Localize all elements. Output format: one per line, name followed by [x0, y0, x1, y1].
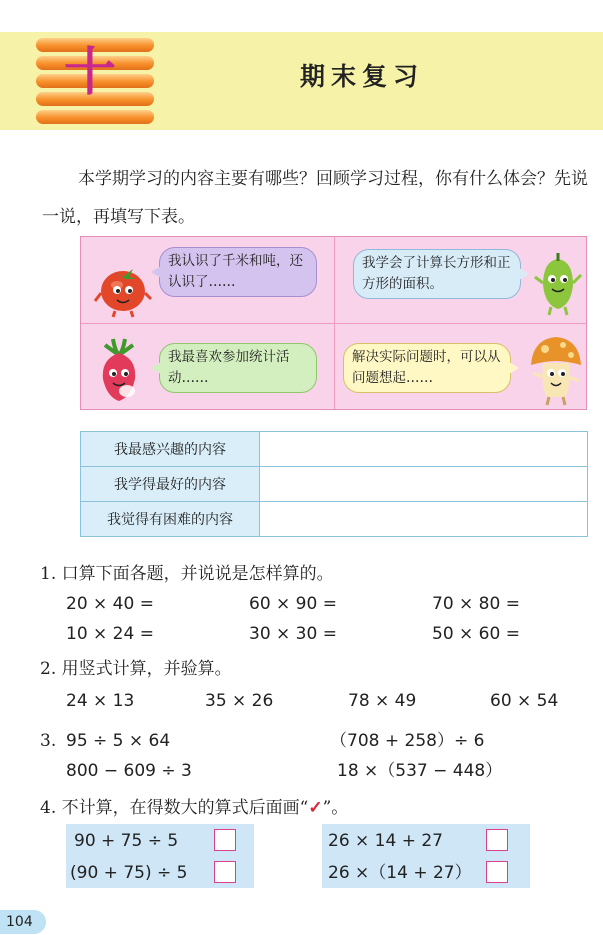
answer-checkbox[interactable]	[486, 861, 508, 883]
q3-number: 3.	[40, 731, 57, 751]
q1-item: 20 × 40 =	[66, 594, 154, 614]
q1-item: 30 × 30 =	[249, 624, 337, 644]
q3-item: 18 ×（537 − 448）	[337, 761, 503, 781]
mushroom-character-icon	[527, 333, 585, 407]
q1-item: 70 × 80 =	[432, 594, 520, 614]
chapter-number: 十	[63, 42, 116, 103]
table-row-label: 我学得最好的内容	[81, 467, 260, 502]
intro-paragraph: 本学期学习的内容主要有哪些？回顾学习过程，你有什么体会？先说一说，再填写下表。	[42, 169, 588, 227]
q2-heading	[40, 658, 232, 680]
answer-checkbox[interactable]	[486, 829, 508, 851]
radish-character-icon	[93, 337, 145, 403]
table-answer-cell[interactable]	[260, 432, 588, 467]
table-row	[81, 432, 588, 467]
answer-checkbox[interactable]	[214, 829, 236, 851]
page-number: 104	[6, 914, 33, 930]
compare-expression: 26 ×（14 + 27）	[328, 863, 472, 883]
q3-item: 95 ÷ 5 × 64	[66, 731, 171, 751]
speech-bubble-radish: 我最喜欢参加统计活动……	[159, 343, 317, 393]
q4-prompt-after: ”。	[322, 798, 349, 818]
green-pepper-character-icon	[533, 251, 583, 317]
q3-item: （708 + 258）÷ 6	[330, 731, 485, 751]
compare-box-left	[66, 824, 254, 888]
q1-number: 1.	[40, 564, 57, 584]
compare-box-right	[322, 824, 530, 888]
q4-number: 4.	[40, 798, 57, 818]
table-row	[81, 467, 588, 502]
compare-expression: 90 + 75 ÷ 5	[74, 831, 179, 851]
q2-item: 35 × 26	[205, 691, 274, 711]
tomato-character-icon	[93, 257, 153, 319]
q1-item: 10 × 24 =	[66, 624, 154, 644]
q2-prompt: 用竖式计算，并验算。	[61, 659, 232, 679]
q1-item: 50 × 60 =	[432, 624, 520, 644]
compare-expression: 26 × 14 + 27	[328, 831, 443, 851]
q1-heading	[40, 563, 334, 585]
q2-item: 24 × 13	[66, 691, 135, 711]
table-row	[81, 502, 588, 537]
q2-number: 2.	[40, 659, 57, 679]
answer-checkbox[interactable]	[214, 861, 236, 883]
table-row-label: 我最感兴趣的内容	[81, 432, 260, 467]
table-row-label: 我觉得有困难的内容	[81, 502, 260, 537]
speech-bubble-pepper: 我学会了计算长方形和正方形的面积。	[353, 249, 521, 299]
q2-item: 78 × 49	[348, 691, 417, 711]
q3-item: 800 − 609 ÷ 3	[66, 761, 192, 781]
speech-bubble-tomato: 我认识了千米和吨，还认识了……	[159, 247, 317, 297]
speech-panel	[80, 236, 587, 410]
compare-expression: (90 + 75) ÷ 5	[70, 863, 188, 883]
speech-bubble-mushroom: 解决实际问题时，可以从问题想起……	[343, 343, 511, 393]
table-answer-cell[interactable]	[260, 502, 588, 537]
q2-item: 60 × 54	[490, 691, 559, 711]
checkmark-icon: ✓	[308, 798, 323, 818]
table-answer-cell[interactable]	[260, 467, 588, 502]
q1-item: 60 × 90 =	[249, 594, 337, 614]
q4-heading	[40, 797, 348, 819]
review-table	[80, 431, 588, 537]
q4-prompt-before: 不计算，在得数大的算式后面画“	[61, 798, 309, 818]
chapter-title: 期末复习	[300, 62, 425, 91]
q1-prompt: 口算下面各题，并说说是怎样算的。	[61, 564, 334, 584]
